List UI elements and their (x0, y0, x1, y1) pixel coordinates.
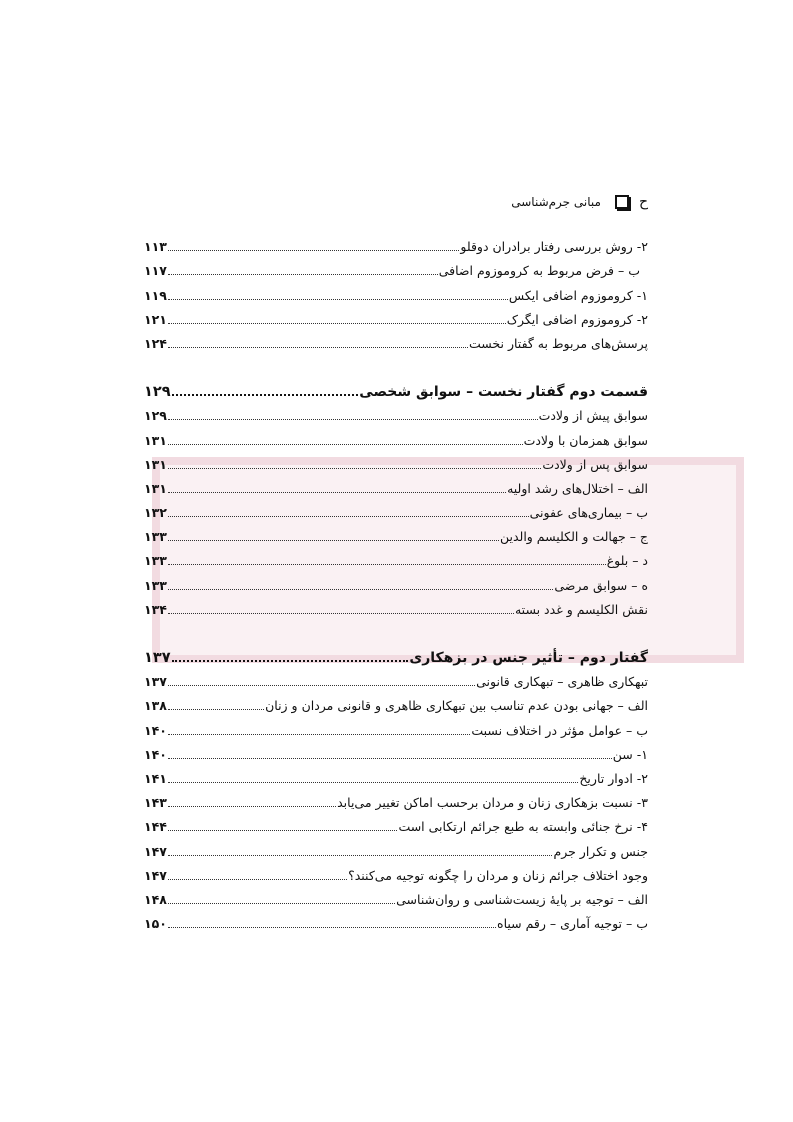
toc-entry-title: ۳- نسبت بزهکاری زنان و مردان برحسب اماکن تغییر می‌یابد (337, 795, 648, 811)
toc-entry-title: د – بلوغ (606, 553, 648, 569)
toc-entry-title: ج – جهالت و الکلیسم والدین (499, 529, 648, 545)
toc-entry (144, 763, 648, 787)
toc-entry (144, 690, 648, 714)
toc-page-number: ۱۴۰ (144, 746, 167, 762)
page-number-letter: ح (638, 194, 648, 210)
toc-entry (144, 449, 648, 473)
toc-entry (144, 473, 648, 497)
toc-entry-title: ۲- کروموزوم اضافی ایگرک (506, 311, 648, 327)
dot-leader (168, 903, 395, 904)
toc-entry (144, 860, 648, 884)
toc-entry (144, 328, 648, 352)
dot-leader (168, 855, 553, 856)
toc-page-number: ۱۴۸ (144, 891, 167, 907)
dot-leader (168, 806, 336, 807)
watermark-frame-right (736, 457, 744, 663)
toc-entry (144, 231, 648, 255)
toc-page-number: ۱۳۷ (144, 674, 167, 690)
toc-page-number: ۱۳۸ (144, 698, 167, 714)
toc-section-heading (144, 642, 648, 666)
toc-entry (144, 521, 648, 545)
toc-page-number: ۱۲۴ (144, 335, 167, 351)
toc-page-number: ۱۲۹ (144, 384, 171, 401)
toc-entry (144, 569, 648, 593)
toc-entry-title: ۴- نرخ جنائی وابسته به طبع جرائم ارتکابی است (398, 819, 648, 835)
dot-leader (168, 299, 508, 300)
dot-leader (168, 734, 471, 735)
toc-entry-title: الف – اختلال‌های رشد اولیه (507, 480, 648, 496)
toc-entry-title: ۲- روش بررسی رفتار برادران دوقلو (460, 239, 648, 255)
toc-page-number: ۱۳۱ (144, 432, 167, 448)
toc-page-number: ۱۴۷ (144, 843, 167, 859)
dot-leader (168, 758, 612, 759)
dot-leader (168, 830, 398, 831)
toc-entry-title: قسمت دوم گفتار نخست – سوابق شخصی (359, 384, 648, 401)
toc-entry-title: ۱- سن (612, 746, 648, 762)
toc-page-number: ۱۳۳ (144, 529, 167, 545)
toc-page-number: ۱۱۷ (144, 263, 167, 279)
toc-page-number: ۱۴۷ (144, 867, 167, 883)
dot-leader (168, 613, 514, 614)
toc-section-heading (144, 376, 648, 400)
dot-leader (168, 274, 438, 275)
dot-leader (168, 927, 496, 928)
dot-leader (168, 444, 523, 445)
toc-entry (144, 424, 648, 448)
toc-page-number: ۱۲۹ (144, 408, 167, 424)
toc-entry-title: سوابق پیش از ولادت (538, 408, 648, 424)
toc-page-number: ۱۳۱ (144, 480, 167, 496)
toc-entry (144, 884, 648, 908)
toc-entry-title: ب – فرض مربوط به کروموزوم اضافی (438, 263, 640, 279)
toc-entry-title: پرسش‌های مربوط به گفتار نخست (469, 335, 648, 351)
page-header (152, 191, 648, 213)
dot-leader (168, 685, 475, 686)
toc-page-number: ۱۳۷ (144, 650, 171, 666)
toc-page-number: ۱۳۳ (144, 577, 167, 593)
dot-leader (168, 492, 506, 493)
toc-entry (144, 279, 648, 303)
toc-entry-title: ه – سوابق مرضی (554, 577, 648, 593)
toc-entry-title: جنس و تکرار جرم (553, 843, 648, 859)
dot-leader (168, 589, 553, 590)
toc-entry (144, 666, 648, 690)
toc-entry (144, 908, 648, 932)
toc-entry (144, 811, 648, 835)
dot-leader (168, 468, 541, 469)
toc-entry (144, 714, 648, 738)
dot-leader (168, 347, 468, 348)
dot-leader (168, 540, 499, 541)
toc-page-number: ۱۴۳ (144, 795, 167, 811)
toc-entry (144, 400, 648, 424)
dot-leader (168, 709, 264, 710)
toc-entry-title: ب – عوامل مؤثر در اختلاف نسبت (471, 722, 648, 738)
running-title: مبانی جرم‌شناسی (511, 195, 601, 209)
toc-page-number: ۱۳۱ (144, 456, 167, 472)
dot-leader (168, 879, 347, 880)
toc-page-number: ۱۳۴ (144, 601, 167, 617)
toc-page-number: ۱۳۳ (144, 553, 167, 569)
toc-entry-title: سوابق همزمان با ولادت (523, 432, 648, 448)
dot-leader (168, 250, 459, 251)
toc-entry (144, 787, 648, 811)
toc-entry-title: گفتار دوم – تأثیر جنس در بزهکاری (409, 650, 648, 666)
section-gap (144, 352, 648, 376)
toc-entry-title: ۱- کروموزوم اضافی ایکس (508, 287, 648, 303)
dot-leader (172, 394, 359, 396)
toc-entry-title: ب – توجیه آماری – رقم سیاه (497, 916, 648, 932)
dot-leader (168, 323, 506, 324)
toc-entry-title: سوابق پس از ولادت (542, 456, 648, 472)
toc-page-number: ۱۵۰ (144, 916, 167, 932)
toc-page-number: ۱۱۳ (144, 239, 167, 255)
toc-page-number: ۱۴۴ (144, 819, 167, 835)
toc-entry-title: وجود اختلاف جرائم زنان و مردان را چگونه توجیه می‌کنند؟ (348, 867, 648, 883)
toc-page-number: ۱۳۲ (144, 505, 167, 521)
toc-page-number: ۱۴۱ (144, 770, 167, 786)
toc-entry-title: الف – توجیه بر پایهٔ زیست‌شناسی و روان‌شناسی (396, 891, 648, 907)
dot-leader (172, 660, 409, 662)
toc-entry-title: نقش الکلیسم و غدد بسته (514, 601, 648, 617)
dot-leader (168, 419, 538, 420)
toc-entry (144, 545, 648, 569)
section-gap (144, 618, 648, 642)
toc-entry-title: تبهکاری ظاهری – تبهکاری قانونی (476, 674, 648, 690)
toc-entry (144, 594, 648, 618)
square-bullet-icon (615, 195, 629, 209)
dot-leader (168, 782, 578, 783)
toc-entry-title: الف – جهانی بودن عدم تناسب بین تبهکاری ظاهری و قانونی مردان و زنان (265, 698, 648, 714)
toc-entry (144, 304, 648, 328)
toc-entry-title: ب – بیماری‌های عفونی (529, 505, 648, 521)
toc-entry (144, 835, 648, 859)
toc-entry (144, 497, 648, 521)
toc-page-number: ۱۴۰ (144, 722, 167, 738)
table-of-contents (144, 231, 648, 932)
dot-leader (168, 564, 606, 565)
toc-entry (144, 739, 648, 763)
toc-entry-title: ۲- ادوار تاریخ (579, 770, 648, 786)
toc-page-number: ۱۲۱ (144, 311, 167, 327)
toc-page-number: ۱۱۹ (144, 287, 167, 303)
dot-leader (168, 516, 529, 517)
toc-entry (144, 255, 648, 279)
